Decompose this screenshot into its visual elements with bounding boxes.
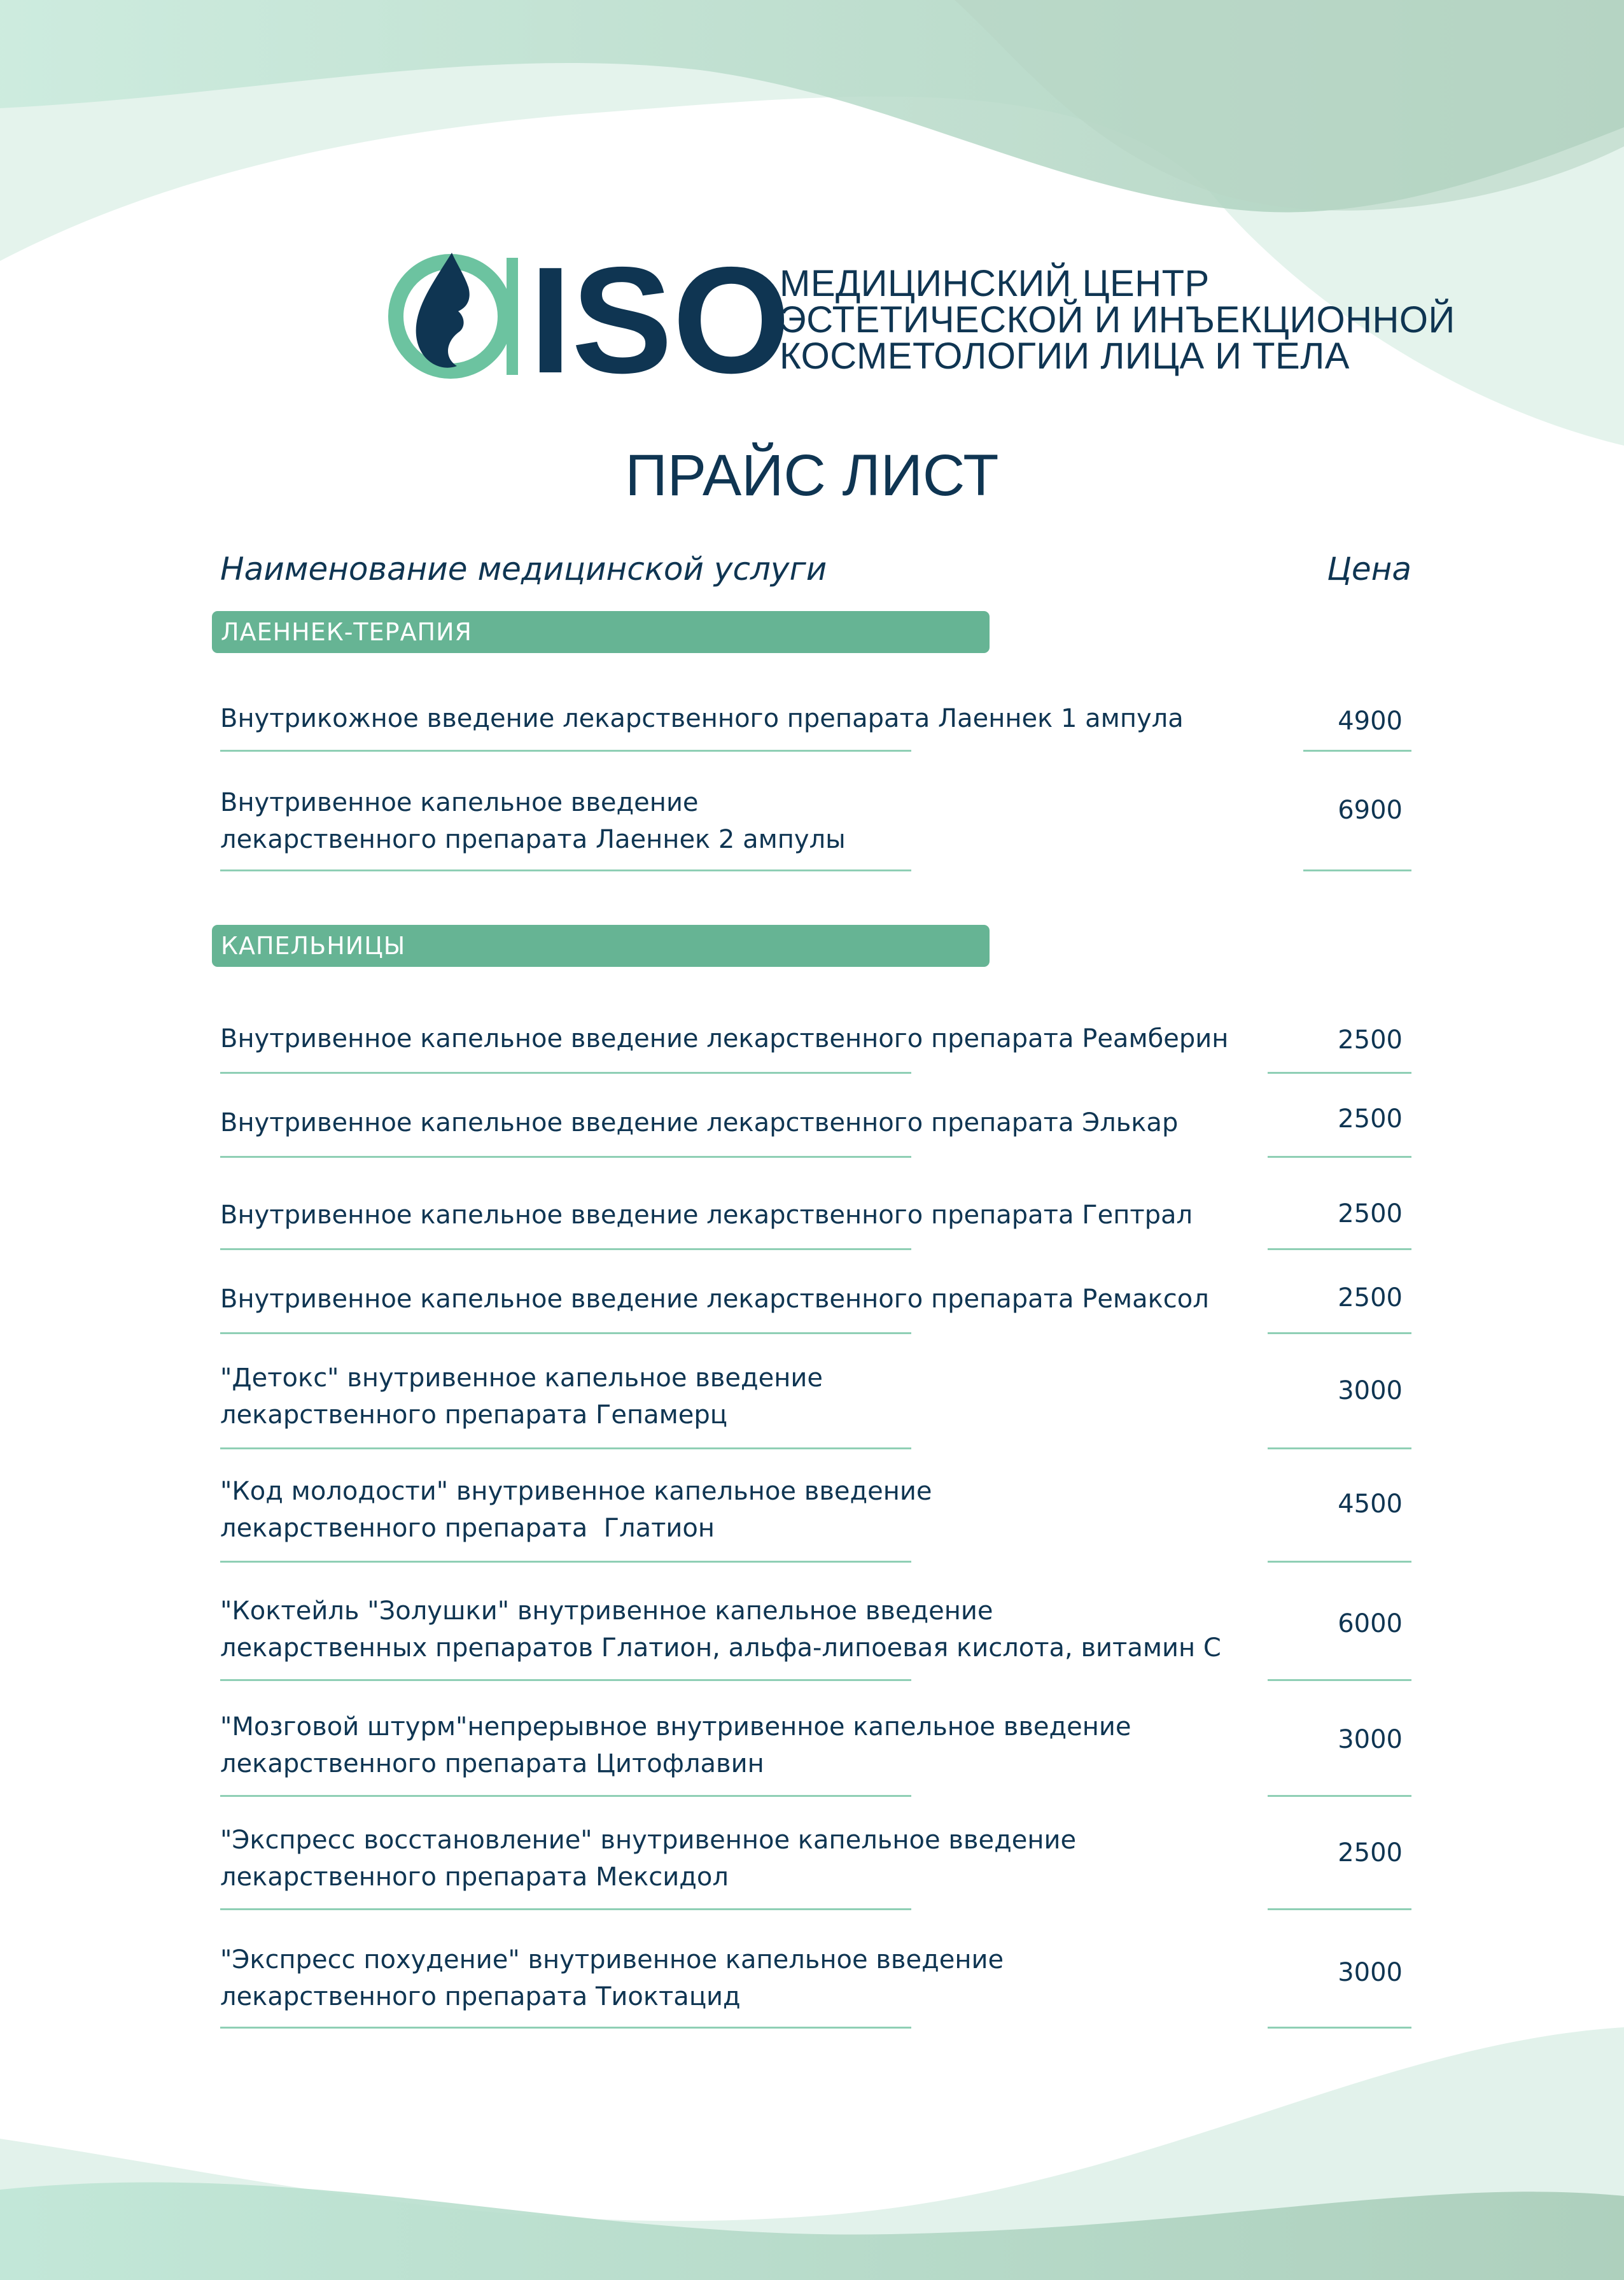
service-price: 2500 [1338, 1025, 1403, 1055]
row-divider [220, 1072, 911, 1074]
row-divider [220, 869, 911, 871]
service-price: 2500 [1338, 1199, 1403, 1228]
price-divider [1268, 1679, 1411, 1681]
price-divider [1268, 1908, 1411, 1910]
page-title: ПРАЙС ЛИСТ [625, 443, 999, 508]
column-header-price: Цена [1327, 551, 1411, 588]
service-name: Внутривенное капельное введение лекарственного препарата Реамберин [220, 1024, 1229, 1053]
column-header-name: Наименование медицинской услуги [220, 551, 827, 588]
price-divider [1268, 1156, 1411, 1158]
service-name: Внутривенное капельное введение лекарственного препарата Лаеннек 2 ампулы [220, 788, 846, 854]
price-divider [1268, 1332, 1411, 1334]
service-name: Внутривенное капельное введение лекарственного препарата Элькар [220, 1108, 1179, 1137]
price-divider [1268, 1795, 1411, 1797]
service-price: 3000 [1338, 1376, 1403, 1405]
row-divider [220, 2027, 911, 2029]
service-name: "Экспресс похудение" внутривенное капельное введение лекарственного препарата Тиоктацид [220, 1945, 1004, 2011]
logo-line-1: МЕДИЦИНСКИЙ ЦЕНТР [780, 263, 1210, 304]
row-divider [220, 1156, 911, 1158]
price-divider [1268, 1248, 1411, 1250]
logo-wordmark: ISO [529, 236, 790, 405]
service-price: 6000 [1338, 1609, 1403, 1638]
service-price: 4900 [1338, 707, 1403, 736]
price-divider [1268, 1447, 1411, 1449]
service-name: "Детокс" внутривенное капельное введение лекарственного препарата Гепамерц [220, 1363, 823, 1430]
logo-line-2: ЭСТЕТИЧЕСКОЙ И ИНЪЕКЦИОННОЙ [780, 299, 1455, 341]
service-name: "Код молодости" внутривенное капельное введение лекарственного препарата Глатион [220, 1477, 932, 1543]
service-price: 2500 [1338, 1104, 1403, 1134]
service-price: 3000 [1338, 1958, 1403, 1987]
price-divider [1268, 1561, 1411, 1563]
service-price: 2500 [1338, 1838, 1403, 1868]
row-divider [220, 1908, 911, 1910]
iso-logo-mark [388, 236, 790, 405]
row-divider [220, 1248, 911, 1250]
row-divider [220, 1795, 911, 1797]
section-header-drips: КАПЕЛЬНИЦЫ [212, 925, 990, 967]
service-name: Внутривенное капельное введение лекарственного препарата Гептрал [220, 1200, 1193, 1230]
service-price: 6900 [1338, 796, 1403, 825]
service-price: 3000 [1338, 1725, 1403, 1754]
price-divider [1303, 750, 1411, 752]
row-divider [220, 750, 911, 752]
service-name: "Экспресс восстановление" внутривенное капельное введение лекарственного препарата Мексидол [220, 1826, 1077, 1892]
clinic-logo [388, 236, 1455, 405]
row-divider [220, 1679, 911, 1681]
service-price: 2500 [1338, 1283, 1403, 1312]
service-name: "Мозговой штурм"непрерывное внутривенное капельное введение лекарственного препарата Цитофлавин [220, 1712, 1131, 1778]
service-name: Внутрикожное введение лекарственного препарата Лаеннек 1 ампула [220, 704, 1184, 733]
row-divider [220, 1561, 911, 1563]
price-divider [1303, 869, 1411, 871]
section-header-laennec: ЛАЕННЕК-ТЕРАПИЯ [212, 611, 990, 653]
logo-tagline [780, 263, 1455, 377]
logo-line-3: КОСМЕТОЛОГИИ ЛИЦА И ТЕЛА [780, 335, 1350, 377]
price-divider [1268, 2027, 1411, 2029]
service-name: "Коктейль "Золушки" внутривенное капельное введение лекарственных препаратов Глатион, альфа-липоевая кислота, витамин С [220, 1596, 1221, 1663]
price-divider [1268, 1072, 1411, 1074]
service-name: Внутривенное капельное введение лекарственного препарата Ремаксол [220, 1284, 1209, 1314]
row-divider [220, 1332, 911, 1334]
service-price: 4500 [1338, 1489, 1403, 1519]
row-divider [220, 1447, 911, 1449]
